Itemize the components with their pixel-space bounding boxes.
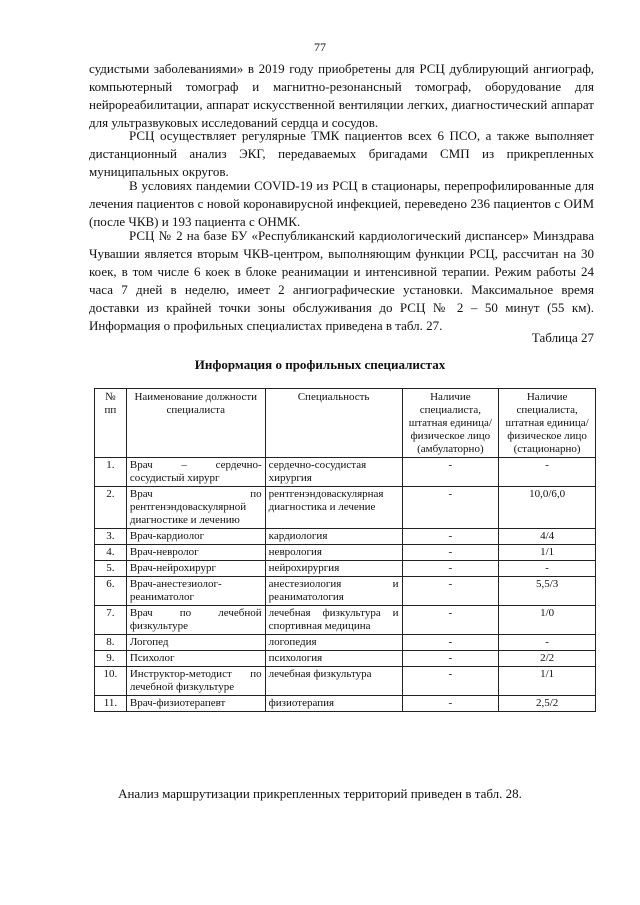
cell-outpatient: - xyxy=(402,529,499,545)
cell-specialty: логопедия xyxy=(265,635,402,651)
cell-num: 3. xyxy=(95,529,127,545)
cell-num: 7. xyxy=(95,606,127,635)
cell-inpatient: 10,0/6,0 xyxy=(499,487,596,529)
cell-specialty: лечебная физкультура xyxy=(265,667,402,696)
specialists-table xyxy=(94,388,596,712)
cell-name: Врач-анестезиолог-реаниматолог xyxy=(126,577,265,606)
cell-outpatient: - xyxy=(402,667,499,696)
cell-specialty: сердечно-сосудистая хирургия xyxy=(265,458,402,487)
cell-outpatient: - xyxy=(402,651,499,667)
table-row xyxy=(95,487,596,529)
cell-name: Врач-нейрохирург xyxy=(126,561,265,577)
cell-name: Психолог xyxy=(126,651,265,667)
cell-specialty: рентгенэндоваскулярная диагностика и лечение xyxy=(265,487,402,529)
table-title: Информация о профильных специалистах xyxy=(194,357,446,372)
cell-num: 11. xyxy=(95,696,127,712)
cell-inpatient: 2,5/2 xyxy=(499,696,596,712)
cell-outpatient: - xyxy=(402,635,499,651)
cell-inpatient: 1/0 xyxy=(499,606,596,635)
cell-name: Врач – сердечно-сосудистый хирург xyxy=(126,458,265,487)
cell-inpatient: 1/1 xyxy=(499,545,596,561)
cell-name: Врач-кардиолог xyxy=(126,529,265,545)
cell-name: Врач по рентгенэндоваскулярной диагностике и лечению xyxy=(126,487,265,529)
closing-line: Анализ маршрутизации прикрепленных территорий приведен в табл. 28. xyxy=(118,786,522,801)
cell-outpatient: - xyxy=(402,545,499,561)
cell-specialty: кардиология xyxy=(265,529,402,545)
cell-specialty: нейрохирургия xyxy=(265,561,402,577)
header-outpatient: Наличие специалиста, штатная единица/физическое лицо (амбулаторно) xyxy=(402,389,499,458)
header-specialty: Специальность xyxy=(265,389,402,458)
table-caption: Таблица 27 xyxy=(531,330,594,345)
cell-name: Врач по лечебной физкультуре xyxy=(126,606,265,635)
cell-specialty: лечебная физкультура и спортивная медицина xyxy=(265,606,402,635)
cell-specialty: анестезиология и реаниматология xyxy=(265,577,402,606)
cell-specialty: психология xyxy=(265,651,402,667)
cell-num: 5. xyxy=(95,561,127,577)
cell-inpatient: 1/1 xyxy=(499,667,596,696)
table-row xyxy=(95,606,596,635)
cell-name: Врач-невролог xyxy=(126,545,265,561)
cell-inpatient: 4/4 xyxy=(499,529,596,545)
header-inpatient: Наличие специалиста, штатная единица/физическое лицо (стационарно) xyxy=(499,389,596,458)
cell-specialty: физиотерапия xyxy=(265,696,402,712)
table-header-row xyxy=(95,389,596,458)
cell-num: 6. xyxy=(95,577,127,606)
cell-num: 2. xyxy=(95,487,127,529)
cell-name: Врач-физиотерапевт xyxy=(126,696,265,712)
cell-outpatient: - xyxy=(402,577,499,606)
cell-name: Инструктор-методист по лечебной физкультуре xyxy=(126,667,265,696)
cell-inpatient: - xyxy=(499,458,596,487)
cell-specialty: неврология xyxy=(265,545,402,561)
paragraph-4: РСЦ № 2 на базе БУ «Республиканский кардиологический диспансер» Минздрава Чувашии является вторым ЧКВ-центром, выполняющим функции РСЦ, рассчитан на 30 коек, в том числе 6 коек в блоке реанимации и интенсивной терапии. Режим работы 24 часа 7 дней в неделю, имеет 2 ангиографические установки. Максимальное время доставки из крайней точки зоны обслуживания до РСЦ № 2 – 50 минут (55 км). Информация о профильных специалистах приведена в табл. 27. xyxy=(89,228,594,333)
cell-num: 1. xyxy=(95,458,127,487)
header-name: Наименование должности специалиста xyxy=(126,389,265,458)
cell-outpatient: - xyxy=(402,487,499,529)
cell-outpatient: - xyxy=(402,458,499,487)
table-row xyxy=(95,667,596,696)
cell-num: 8. xyxy=(95,635,127,651)
table-row xyxy=(95,529,596,545)
cell-num: 10. xyxy=(95,667,127,696)
paragraph-2: РСЦ осуществляет регулярные ТМК пациентов всех 6 ПСО, а также выполняет дистанционный анализ ЭКГ, передаваемых бригадами СМП из прикрепленных муниципальных округов. xyxy=(89,128,594,179)
cell-inpatient: - xyxy=(499,635,596,651)
table-row xyxy=(95,545,596,561)
header-num: № пп xyxy=(95,389,127,458)
cell-outpatient: - xyxy=(402,561,499,577)
page-number: 77 xyxy=(314,40,326,54)
cell-name: Логопед xyxy=(126,635,265,651)
table-row xyxy=(95,696,596,712)
cell-inpatient: 2/2 xyxy=(499,651,596,667)
cell-num: 9. xyxy=(95,651,127,667)
table-row xyxy=(95,577,596,606)
cell-outpatient: - xyxy=(402,696,499,712)
table-row xyxy=(95,561,596,577)
paragraph-1: судистыми заболеваниями» в 2019 году приобретены для РСЦ дублирующий ангиограф, компьютерный томограф и магнитно-резонансный томограф, оборудование для нейрореабилитации, аппарат искусственной вентиляции легких, диагностический аппарат для ультразвуковых исследований сердца и сосудов. xyxy=(89,61,594,130)
cell-num: 4. xyxy=(95,545,127,561)
cell-inpatient: - xyxy=(499,561,596,577)
cell-inpatient: 5,5/3 xyxy=(499,577,596,606)
table-row xyxy=(95,635,596,651)
table-row xyxy=(95,651,596,667)
paragraph-3: В условиях пандемии COVID-19 из РСЦ в стационары, перепрофилированные для лечения пациентов с новой коронавирусной инфекцией, переведено 236 пациентов с ОИМ (после ЧКВ) и 193 пациента с ОНМК. xyxy=(89,178,594,229)
table-row xyxy=(95,458,596,487)
cell-outpatient: - xyxy=(402,606,499,635)
